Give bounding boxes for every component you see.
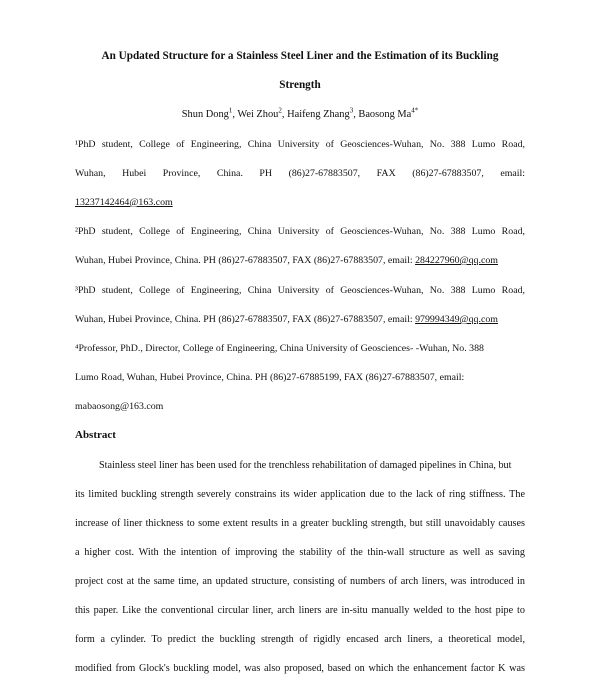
- affiliation-1-email[interactable]: [75, 197, 525, 208]
- author-name: Shun Dong: [181, 109, 229, 120]
- abstract-line-7: form a cylinder. To predict the buckling strength of rigidly encased arch liners, a theoretical model,: [75, 634, 525, 645]
- author-name: Haifeng Zhang: [287, 109, 350, 120]
- author-name: Baosong Ma: [358, 109, 412, 120]
- abstract-line-6: this paper. Like the conventional circular liner, arch liners are in-situ manually welded to the host pipe to: [75, 605, 525, 616]
- paper-title-line-1: An Updated Structure for a Stainless Steel Liner and the Estimation of its Buckling: [101, 50, 499, 62]
- author-separator: ,: [353, 109, 359, 120]
- abstract-line-8: modified from Glock's buckling model, was also proposed, based on which the enhancement factor K was: [75, 663, 525, 674]
- email-link[interactable]: 284227960@qq.com: [415, 255, 498, 266]
- affiliation-3-line-1: ³PhD student, College of Engineering, China University of Geosciences-Wuhan, No. 388 Lumo Road,: [75, 285, 525, 296]
- author-affiliation-mark: 1: [228, 106, 233, 115]
- affiliation-2-line-2: [75, 255, 525, 266]
- affiliation-4-email: mabaosong@163.com: [75, 401, 164, 412]
- author-affiliation-mark: 4*: [411, 106, 419, 115]
- email-link[interactable]: 13237142464@163.com: [75, 197, 173, 208]
- affiliation-3-line-2: [75, 314, 525, 325]
- author-name: Wei Zhou: [237, 109, 279, 120]
- abstract-line-3: increase of liner thickness to some extent results in a greater buckling strength, but still unavoidably causes: [75, 518, 525, 529]
- abstract-line-5: project cost at the same time, an updated structure, consisting of numbers of arch liners, was introduced in: [75, 576, 525, 587]
- author-separator: ,: [281, 109, 288, 120]
- affiliation-4-line-1: ⁴Professor, PhD., Director, College of Engineering, China University of Geosciences- -Wuhan, No. 388: [75, 343, 484, 354]
- affiliation-3-contact: Wuhan, Hubei Province, China. PH (86)27-67883507, FAX (86)27-67883507, email:: [75, 314, 413, 325]
- abstract-heading: Abstract: [75, 429, 116, 441]
- paper-title-line-2: Strength: [279, 79, 321, 91]
- affiliation-1-line-1: ¹PhD student, College of Engineering, China University of Geosciences-Wuhan, No. 388 Lumo Road,: [75, 139, 525, 150]
- author-list: [40, 106, 560, 120]
- abstract-line-1: Stainless steel liner has been used for the trenchless rehabilitation of damaged pipelines in China, but: [99, 460, 512, 471]
- affiliation-2-contact: Wuhan, Hubei Province, China. PH (86)27-67883507, FAX (86)27-67883507, email:: [75, 255, 413, 266]
- author-affiliation-mark: 3: [349, 106, 354, 115]
- author-separator: ,: [232, 109, 238, 120]
- abstract-line-4: a higher cost. With the intention of improving the stability of the thin-wall structure as well as saving: [75, 547, 525, 558]
- affiliation-2-line-1: ²PhD student, College of Engineering, China University of Geosciences-Wuhan, No. 388 Lumo Road,: [75, 226, 525, 237]
- author-affiliation-mark: 2: [278, 106, 282, 115]
- affiliation-4-line-2: Lumo Road, Wuhan, Hubei Province, China. PH (86)27-67885199, FAX (86)27-67883507, email:: [75, 372, 465, 383]
- affiliation-1-line-2: Wuhan, Hubei Province, China. PH (86)27-67883507, FAX (86)27-67883507, email:: [75, 168, 525, 179]
- abstract-line-2: its limited buckling strength severely constrains its wider application due to the lack of ring stiffness. The: [75, 489, 525, 500]
- email-link[interactable]: 979994349@qq.com: [415, 314, 498, 325]
